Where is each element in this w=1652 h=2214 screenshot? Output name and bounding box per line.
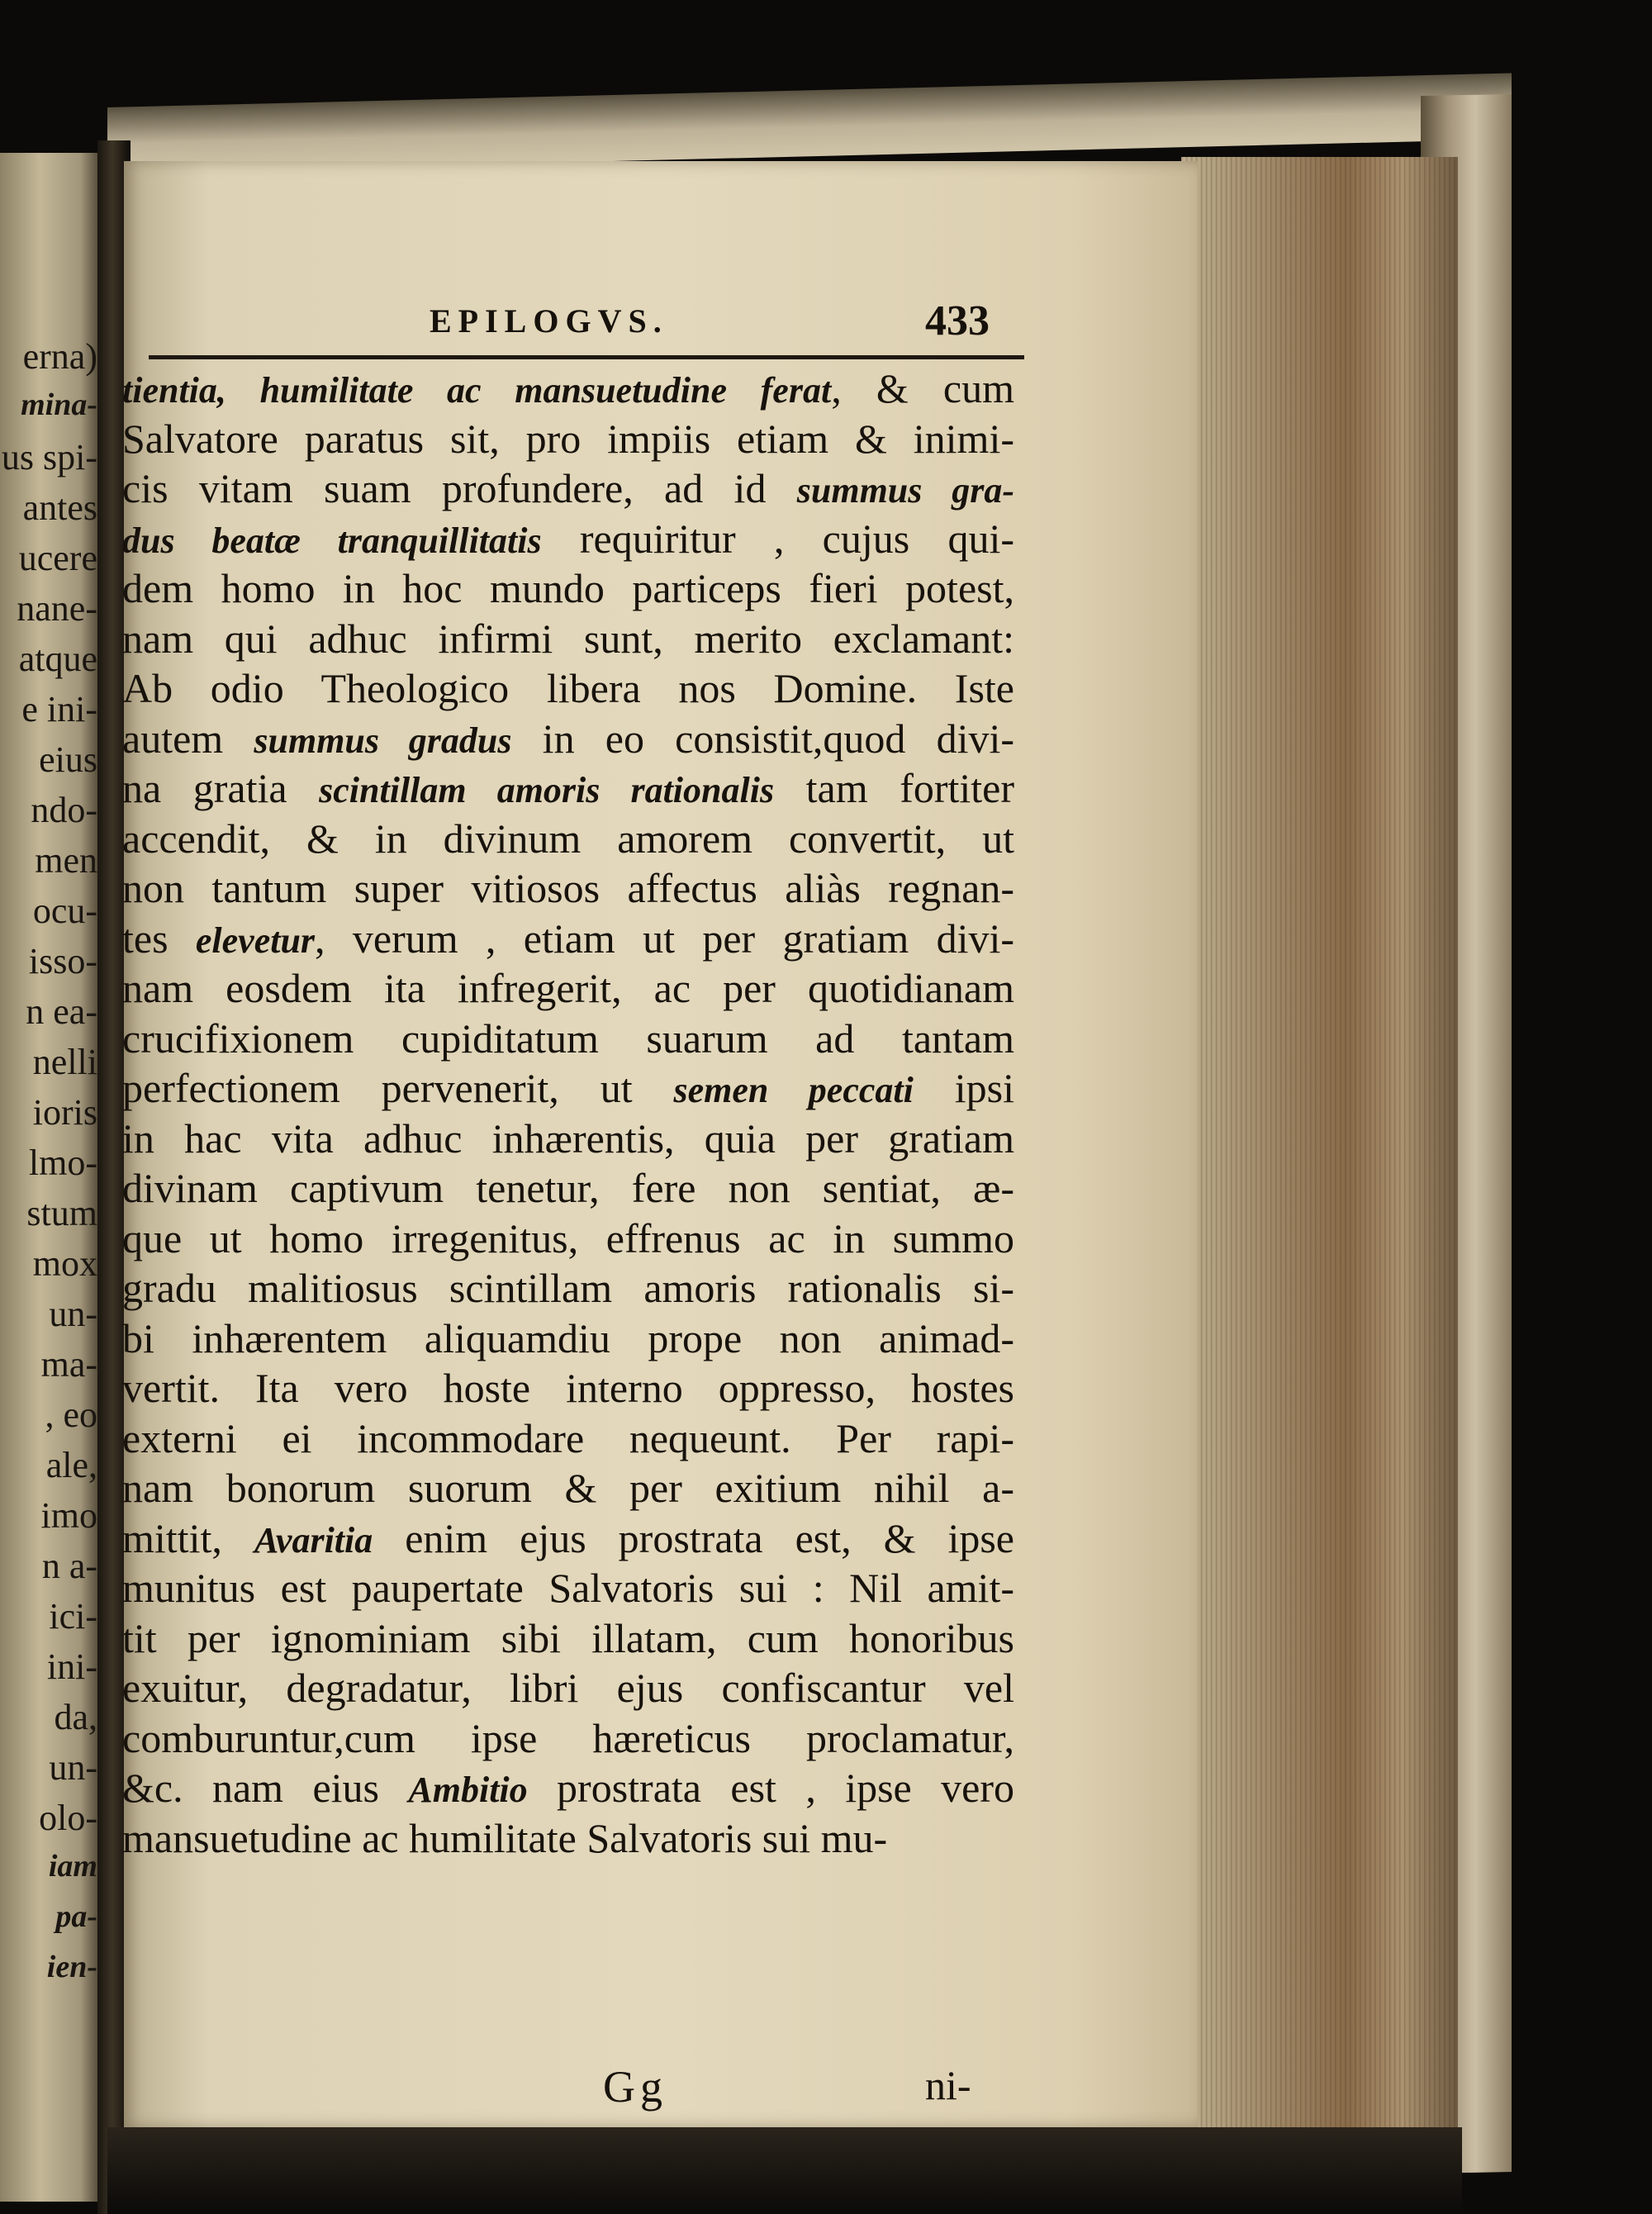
text-segment: autem — [122, 715, 254, 762]
text-line — [122, 1314, 1014, 1364]
page-fore-edge — [1181, 157, 1458, 2136]
text-segment: mansuetudine ac humilitate Salvatoris sui mu- — [122, 1814, 888, 1861]
text-line — [122, 1413, 1014, 1464]
italic-segment: semen peccati — [673, 1070, 914, 1110]
facing-page-text: ici- — [49, 1596, 97, 1637]
text-line — [122, 914, 1014, 964]
facing-page-text: eius — [39, 739, 97, 780]
facing-page-text: antes — [22, 487, 97, 528]
text-segment: munitus est paupertate Salvatoris sui : Nil amit- — [122, 1565, 1014, 1611]
italic-segment: Ambitio — [408, 1770, 528, 1810]
signature-mark: Gg — [603, 2062, 667, 2112]
text-line — [122, 814, 1014, 864]
text-line — [122, 1263, 1014, 1314]
text-segment: accendit, & in divinum amorem convertit, ut — [122, 815, 1014, 862]
text-line — [122, 1063, 1014, 1114]
facing-page-text: iam — [48, 1849, 97, 1884]
text-segment: prostrata est , ipse vero — [527, 1765, 1014, 1811]
text-line — [122, 1763, 1014, 1813]
page-footer — [124, 2061, 1032, 2119]
facing-page-text: stum — [26, 1193, 97, 1233]
text-line — [122, 1463, 1014, 1513]
text-segment: tit per ignominiam sibi illatam, cum honoribus — [122, 1614, 1014, 1661]
facing-page-text: isso- — [28, 941, 97, 981]
facing-page-text: olo- — [39, 1798, 97, 1838]
text-line — [122, 1713, 1014, 1764]
facing-page-text: men — [35, 840, 97, 881]
text-segment: tam fortiter — [774, 765, 1015, 811]
text-segment: ipsi — [913, 1065, 1014, 1111]
text-segment: nam bonorum suorum & per exitium nihil a- — [122, 1465, 1014, 1511]
facing-page-text: e ini- — [21, 689, 97, 729]
text-line — [122, 1163, 1014, 1214]
text-segment: perfectionem pervenerit, ut — [122, 1065, 674, 1111]
facing-page-text: pa- — [55, 1899, 97, 1934]
italic-segment: dus beatæ tranquillitatis — [122, 520, 542, 561]
text-segment: nam qui adhuc infirmi sunt, merito exclamant: — [122, 615, 1014, 662]
text-segment: non tantum super vitiosos affectus aliàs regnan- — [122, 865, 1014, 911]
text-line — [122, 1613, 1014, 1664]
text-segment: nam eosdem ita infregerit, ac per quotidianam — [122, 965, 1014, 1011]
text-segment: na gratia — [122, 765, 320, 811]
text-segment: in eo consistit,quod divi- — [511, 715, 1015, 762]
facing-page-text: imo — [40, 1495, 97, 1536]
facing-page-fragment — [0, 153, 101, 2202]
facing-page-text: mina- — [21, 387, 97, 422]
text-segment: , verum , etiam ut per gratiam divi- — [315, 915, 1015, 962]
text-segment: requiritur , cujus qui- — [541, 515, 1015, 562]
catchword: ni- — [925, 2062, 971, 2108]
facing-page-text: nelli — [32, 1042, 97, 1082]
text-segment: crucifixionem cupiditatum suarum ad tantam — [122, 1014, 1014, 1062]
text-line — [122, 963, 1014, 1014]
italic-segment: Avaritia — [254, 1519, 373, 1561]
facing-page-text: , eo — [45, 1394, 97, 1435]
facing-page-text: da, — [54, 1697, 97, 1737]
italic-segment: summus gra- — [796, 470, 1014, 511]
text-line — [122, 1813, 1014, 1864]
italic-segment: tientia, humilitate ac mansuetudine ferat — [122, 370, 832, 411]
text-line — [122, 463, 1014, 514]
text-segment: gradu malitiosus scintillam amoris rationalis si- — [122, 1265, 1014, 1311]
facing-page-text: ocu- — [32, 891, 97, 931]
facing-page-text: ma- — [40, 1344, 97, 1385]
text-segment: exuitur, degradatur, libri ejus confiscantur vel — [122, 1665, 1014, 1711]
text-segment: &c. nam eius — [122, 1765, 409, 1811]
running-head: EPILOGVS. — [430, 302, 668, 340]
facing-page-text: erna) — [22, 336, 97, 377]
page-content — [124, 161, 1198, 2127]
facing-page-text: n ea- — [26, 991, 97, 1032]
text-line — [122, 1663, 1014, 1713]
text-segment: comburuntur,cum ipse hæreticus proclamatur, — [122, 1714, 1014, 1761]
text-line — [122, 1363, 1014, 1413]
facing-page-text: ini- — [46, 1646, 97, 1687]
text-line — [122, 414, 1014, 464]
italic-segment: scintillam amoris rationalis — [319, 770, 775, 810]
facing-page-text: nane- — [17, 588, 97, 629]
text-line — [122, 1563, 1014, 1613]
text-segment: vertit. Ita vero hoste interno oppresso, hostes — [122, 1365, 1014, 1411]
text-line — [122, 363, 1014, 414]
text-segment: externi ei incommodare nequeunt. Per rapi- — [122, 1414, 1014, 1461]
facing-page-text: lmo- — [28, 1143, 97, 1183]
text-segment: mittit, — [122, 1514, 254, 1561]
text-segment: que ut homo irregenitus, effrenus ac in summo — [122, 1214, 1014, 1261]
text-line — [122, 514, 1014, 564]
text-segment: tes — [122, 915, 196, 962]
facing-page-text: ale, — [45, 1445, 97, 1485]
facing-page-text: atque — [18, 639, 97, 679]
header-rule — [149, 355, 1024, 359]
text-segment: in hac vita adhuc inhærentis, quia per gratiam — [122, 1114, 1014, 1162]
text-segment: cis vitam suam profundere, ad id — [122, 465, 797, 511]
text-line — [122, 714, 1014, 764]
text-line — [122, 763, 1014, 814]
text-segment: dem homo in hoc mundo particeps fieri potest, — [122, 565, 1014, 611]
facing-page-text: un- — [49, 1747, 97, 1788]
text-segment: Salvatore paratus sit, pro impiis etiam & inimi- — [122, 415, 1014, 462]
text-line — [122, 614, 1014, 664]
text-segment: enim ejus prostrata est, & ipse — [373, 1514, 1014, 1561]
body-text — [122, 363, 1014, 1863]
text-line — [122, 563, 1014, 614]
facing-page-text: us spi- — [1, 437, 97, 477]
page-number: 433 — [925, 297, 990, 344]
facing-page-text: ndo- — [31, 790, 97, 830]
facing-page-text: mox — [32, 1243, 97, 1284]
text-line — [122, 663, 1014, 714]
facing-page-text: un- — [49, 1294, 97, 1334]
text-segment: bi inhærentem aliquamdiu prope non animad- — [122, 1314, 1014, 1361]
facing-page-text: n a- — [41, 1546, 97, 1586]
text-line — [122, 1214, 1014, 1264]
italic-segment: elevetur — [195, 919, 316, 961]
text-segment: Ab odio Theologico libera nos Domine. Iste — [122, 665, 1014, 711]
facing-page-text: ucere — [18, 538, 97, 578]
bottom-shadow — [107, 2127, 1462, 2214]
text-line — [122, 1014, 1014, 1064]
text-line — [122, 863, 1014, 914]
text-segment: , & cum — [831, 365, 1014, 411]
facing-page-text: ien- — [46, 1950, 97, 1984]
text-line — [122, 1114, 1014, 1164]
text-segment: divinam captivum tenetur, fere non sentiat, æ- — [122, 1165, 1014, 1211]
text-line — [122, 1513, 1014, 1564]
facing-page-text: ioris — [32, 1092, 97, 1133]
italic-segment: summus gradus — [254, 720, 512, 761]
